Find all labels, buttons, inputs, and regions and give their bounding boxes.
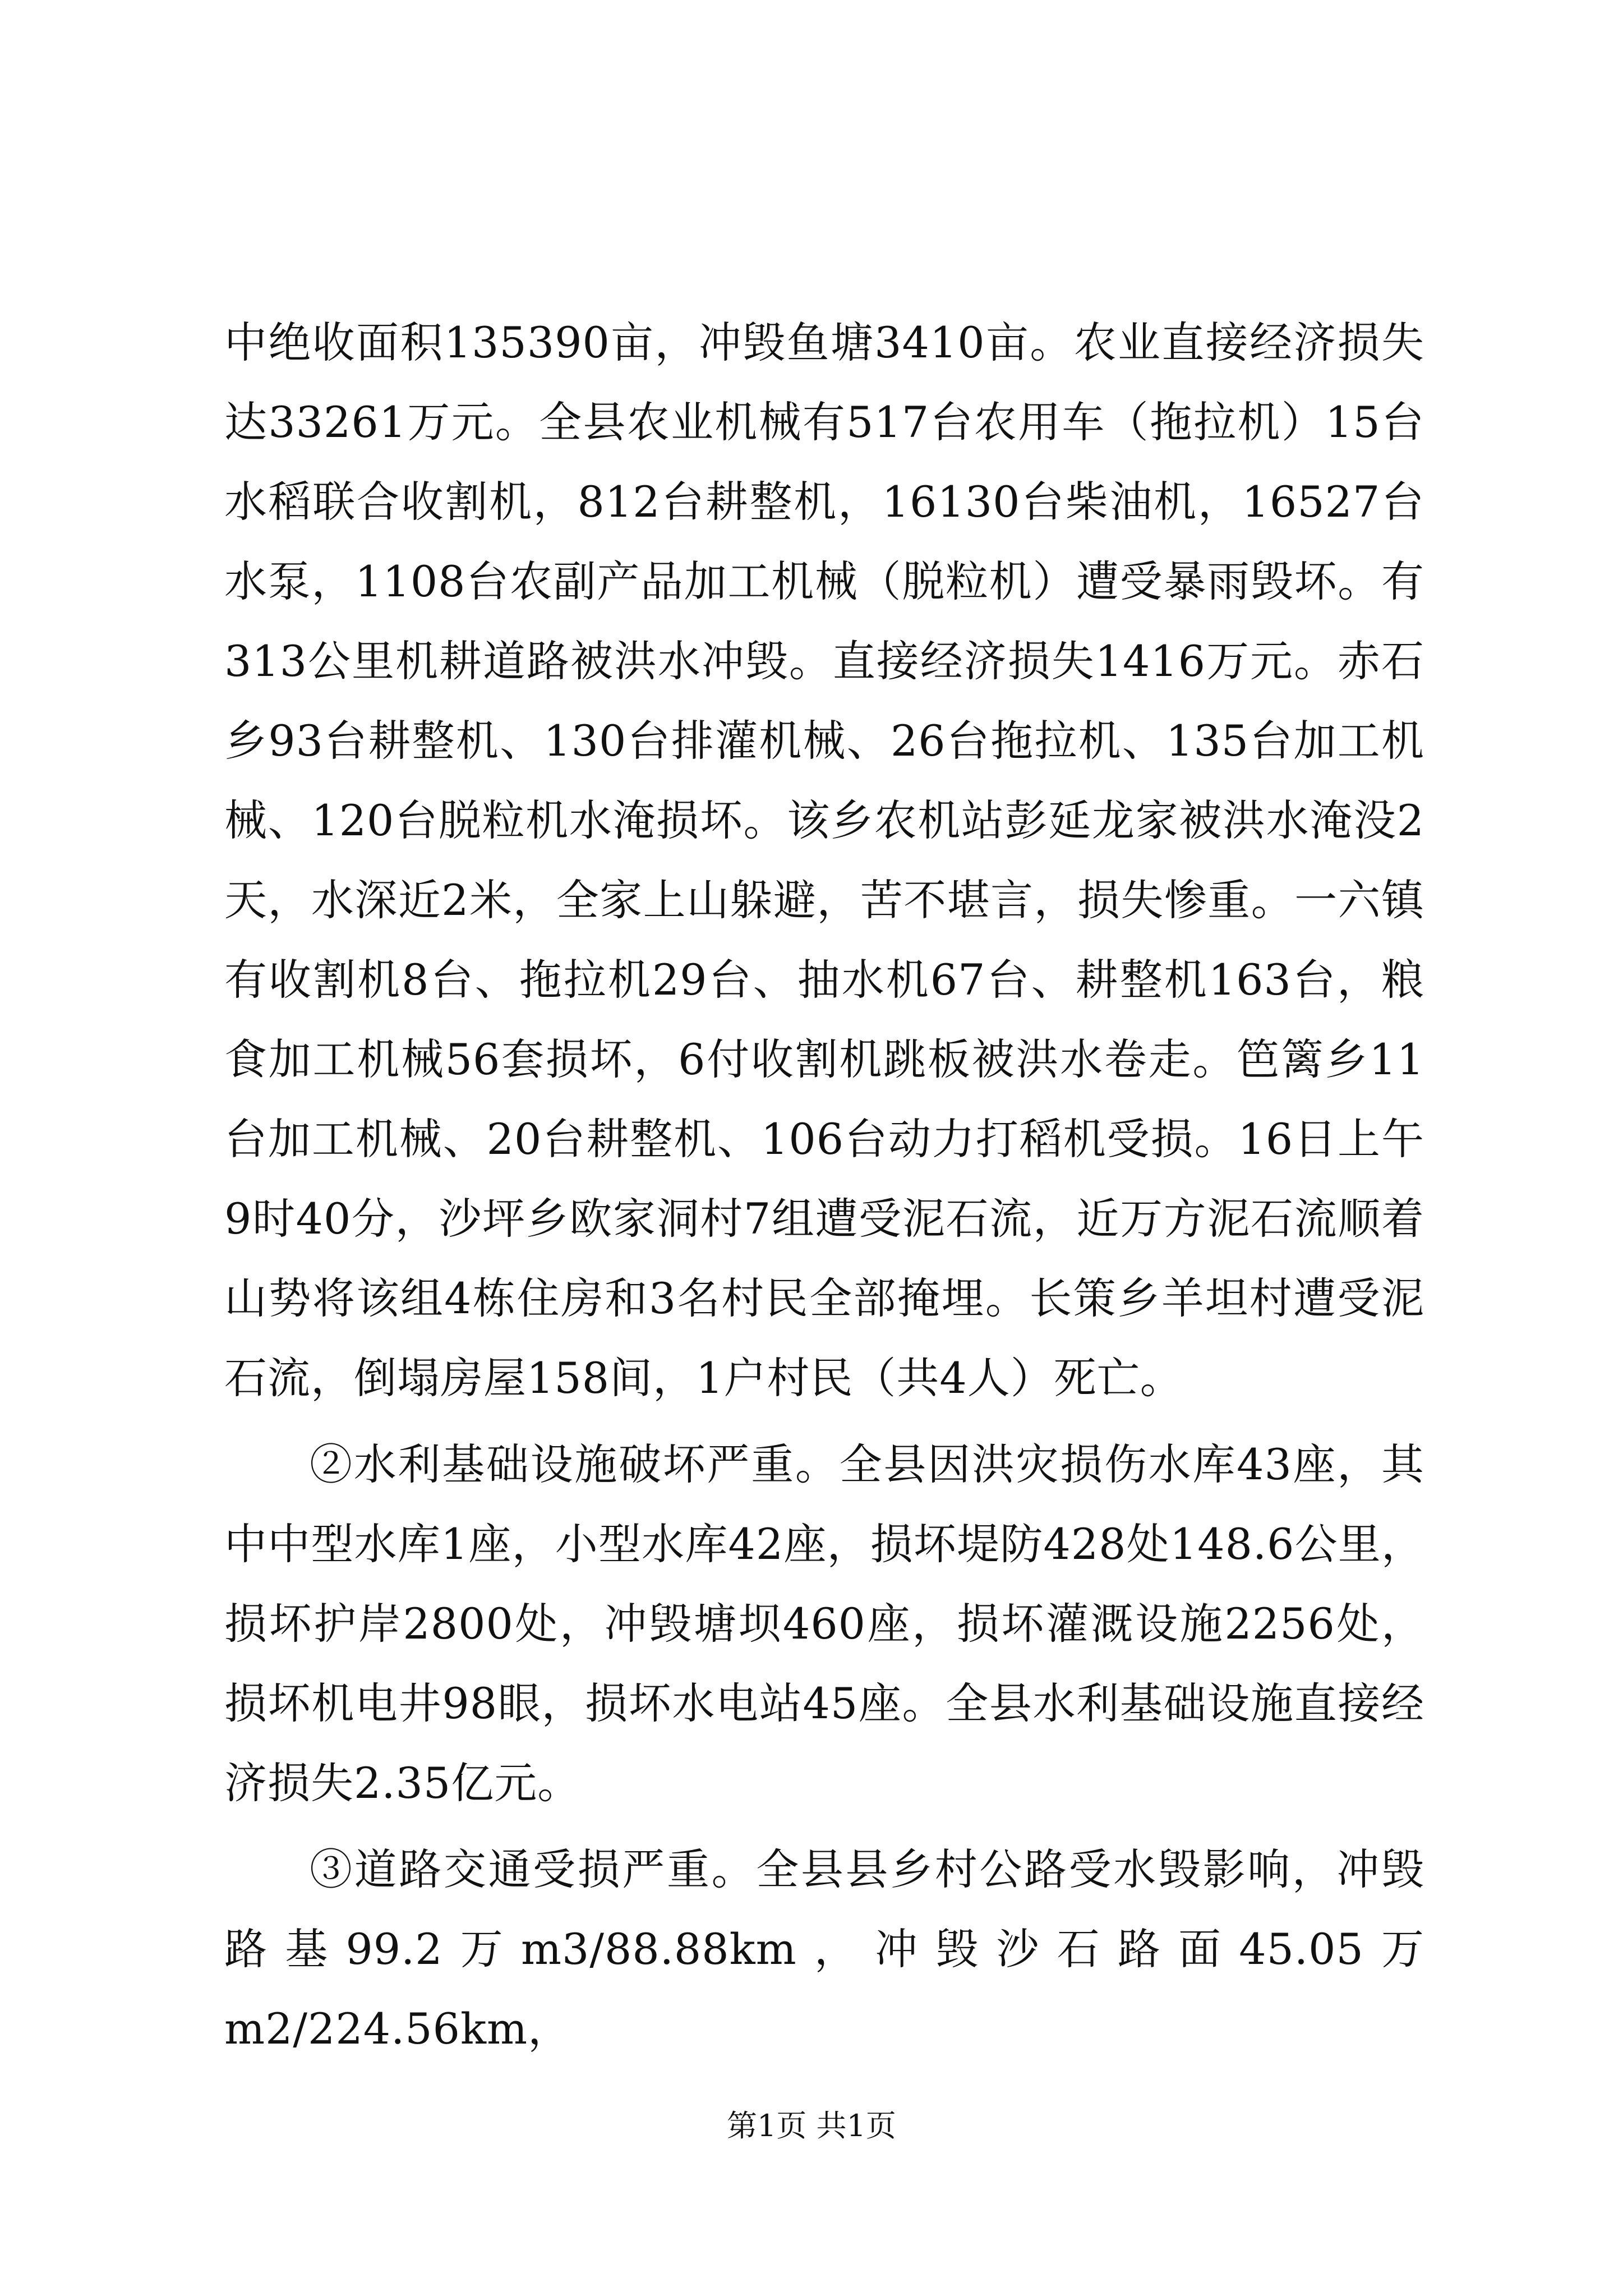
paragraph-water-infrastructure: ②水利基础设施破坏严重。全县因洪灾损伤水库43座，其中中型水库1座，小型水库42座，损坏堤防428处148.6公里，损坏护岸2800处，冲毁塘坝460座，损坏灌溉设施2256处，损坏机电井98眼，损坏水电站45座。全县水利基础设施直接经济损失2.35亿元。 [224,1439,1424,1808]
paragraph-road-traffic: ③道路交通受损严重。全县县乡村公路受水毁影响，冲毁路基99.2万m3/88.88km，冲毁沙石路面45.05万m2/224.56km， [224,1844,1424,2054]
paragraph-agriculture-losses: 中绝收面积135390亩，冲毁鱼塘3410亩。农业直接经济损失达33261万元。全县农业机械有517台农用车（拖拉机）15台水稻联合收割机，812台耕整机，16130台柴油机，16527台水泵，1108台农副产品加工机械（脱粒机）遭受暴雨毁坏。有313公里机耕道路被洪水冲毁。直接经济损失1416万元。赤石乡93台耕整机、130台排灌机械、26台拖拉机、135台加工机械、120台脱粒机水淹损坏。该乡农机站彭延龙家被洪水淹没2天，水深近2米，全家上山躲避，苦不堪言，损失惨重。一六镇有收割机8台、拖拉机29台、抽水机67台、耕整机163台，粮食加工机械56套损坏，6付收割机跳板被洪水卷走。笆篱乡11台加工机械、20台耕整机、106台动力打稻机受损。16日上午9时40分，沙坪乡欧家洞村7组遭受泥石流，近万方泥石流顺着山势将该组4栋住房和3名村民全部掩埋。长策乡羊坦村遭受泥石流，倒塌房屋158间，1户村民（共4人）死亡。 [224,318,1424,1403]
page-number-footer: 第1页 共1页 [727,2108,896,2143]
document-body [224,303,1424,2069]
